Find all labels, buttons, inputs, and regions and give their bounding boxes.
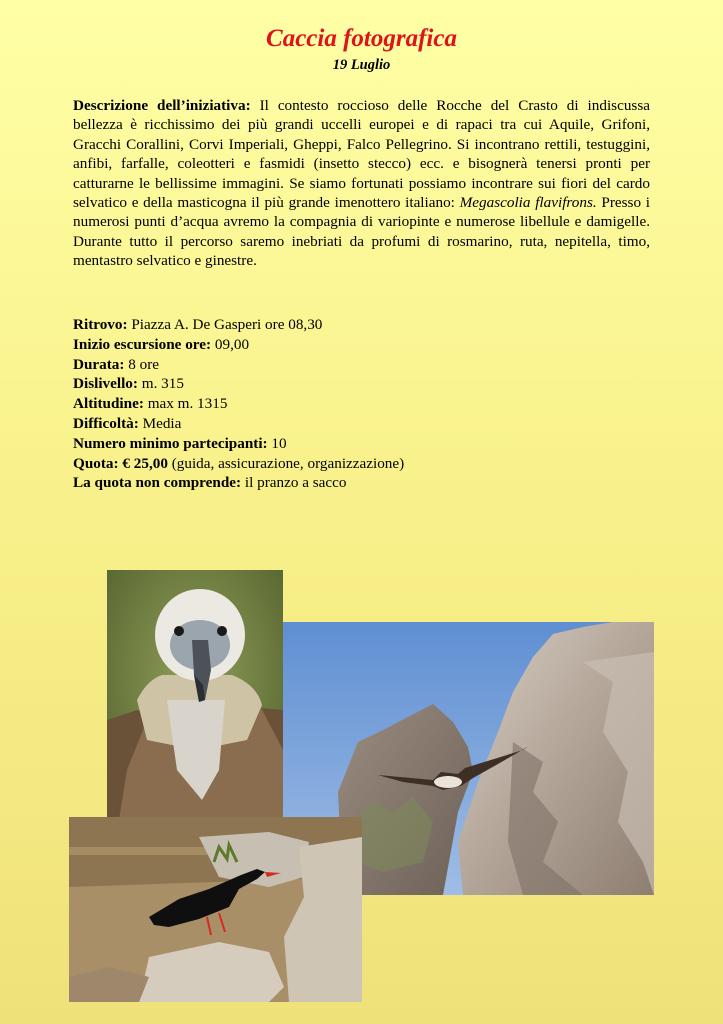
detail-value: max m. 1315 [143,395,228,413]
detail-label: Inizio escursione ore: [73,335,212,353]
chough-photo [69,817,362,1002]
detail-value: 10 [267,434,287,452]
detail-value: m. 315 [137,375,184,393]
griffon-vulture-photo [107,570,283,832]
detail-label: Dislivello: [73,375,138,393]
description-paragraph [73,96,650,271]
page-title: Caccia fotografica [266,25,457,52]
detail-value: il pranzo a sacco [241,474,347,492]
event-date: 19 Luglio [332,57,391,73]
detail-value: Piazza A. De Gasperi ore 08,30 [127,316,323,333]
detail-durata [73,355,650,375]
detail-inizio [73,335,650,355]
detail-value: (guida, assicurazione, organizzazione) [167,454,405,472]
detail-quota [73,454,650,474]
detail-value: 09,00 [211,335,250,353]
detail-label: Altitudine: [73,395,144,413]
detail-label: Quota: € 25,00 [73,454,168,472]
detail-partecipanti [73,434,650,454]
detail-label: La quota non comprende: [73,474,242,492]
detail-value: Media [138,414,182,432]
detail-altitudine [73,394,650,414]
excursion-details [73,315,650,493]
detail-label: Durata: [73,355,125,373]
detail-dislivello [73,374,650,394]
detail-label: Numero minimo partecipanti: [73,434,268,452]
detail-difficolta [73,414,650,434]
detail-ritrovo [73,315,650,335]
description-text-1: Il contesto roccioso delle Rocche del Crasto di indiscussa bellezza è ricchissimo dei più grandi uccelli europei e di rapaci tra cui Aquile, Grifoni, Gracchi Corallini, Corvi Imperiali, Gheppi, Falco Pellegrino. Si incontrano rettili, testuggini, anfibi, farfalle, coleotteri e fasmidi (insetto stecco) ecc. e bisognerà tenersi pronti per catturarne le bellissime immagini. Se siamo fortunati possiamo incontrare sui fiori del cardo selvatico e della masticogna il più grande imenottero italiano: [73,97,650,212]
description-label: Descrizione dell’iniziativa: [73,97,251,114]
detail-label: Difficoltà: [73,414,139,432]
detail-non-comprende [73,473,650,493]
detail-value: 8 ore [124,355,160,373]
species-name: Megascolia flavifrons. [459,194,597,212]
description-text-2: Presso i numerosi punti d’acqua avremo la compagnia di variopinte e numerose libellule e damigelle. Durante tutto il percorso saremo inebriati da profumi di rosmarino, ruta, nepitella, timo, mentastro selvatico e ginestre. [73,194,650,270]
detail-label: Ritrovo: [73,316,128,333]
